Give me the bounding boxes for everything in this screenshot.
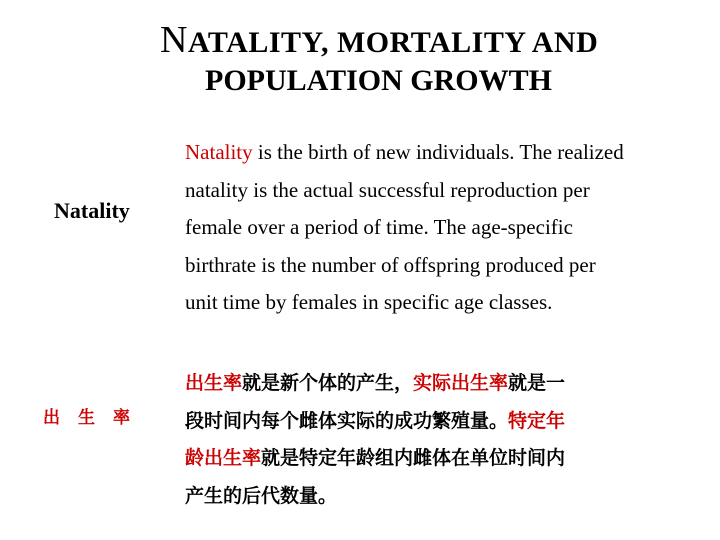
zh-line-4: 产生的后代数量。: [185, 484, 338, 507]
zh-line-1-end: 就是一: [508, 372, 566, 394]
definition-line-1: [185, 134, 705, 172]
zh-term-realized-natality: 实际出生率: [413, 372, 509, 394]
zh-term-age-specific-end: 龄出生率: [185, 447, 262, 469]
definition-line-1-text: is the birth of new individuals. The realized: [252, 140, 624, 164]
label-char-3: 率: [113, 408, 136, 428]
slide-title-line2: POPULATION GROWTH: [205, 64, 552, 97]
label-char-2: 生: [78, 408, 101, 428]
definition-line-3: female over a period of time. The age-specific: [185, 215, 573, 239]
zh-line-3-text: 就是特定年龄组内雌体在单位时间内: [261, 447, 566, 469]
zh-line-3: [185, 440, 705, 478]
title-rest: ATALITY, MORTALITY AND: [187, 26, 599, 59]
natality-label: Natality: [54, 198, 130, 223]
definition-line-2: natality is the actual successful reproduction per: [185, 177, 590, 202]
zh-line-1-text: 就是新个体的产生，: [242, 372, 414, 394]
zh-line-2-text: 段时间内每个雌体实际的成功繁殖量。: [185, 409, 509, 432]
highlight-term-natality: Natality: [185, 140, 253, 164]
english-definition: [185, 134, 705, 322]
chinese-definition: [185, 365, 705, 515]
zh-line-2: [185, 403, 705, 441]
zh-line-1: [185, 365, 705, 403]
slide-title-line1: [160, 18, 680, 62]
definition-line-5: unit time by females in specific age classes.: [185, 290, 553, 314]
natality-label-chinese: [43, 403, 148, 428]
zh-term-natality: 出生率: [185, 372, 243, 394]
definition-line-4: birthrate is the number of offspring produced per: [185, 252, 596, 277]
label-char-1: 出: [43, 408, 66, 428]
zh-term-age-specific: 特定年: [508, 409, 566, 432]
title-initial: N: [160, 19, 188, 61]
